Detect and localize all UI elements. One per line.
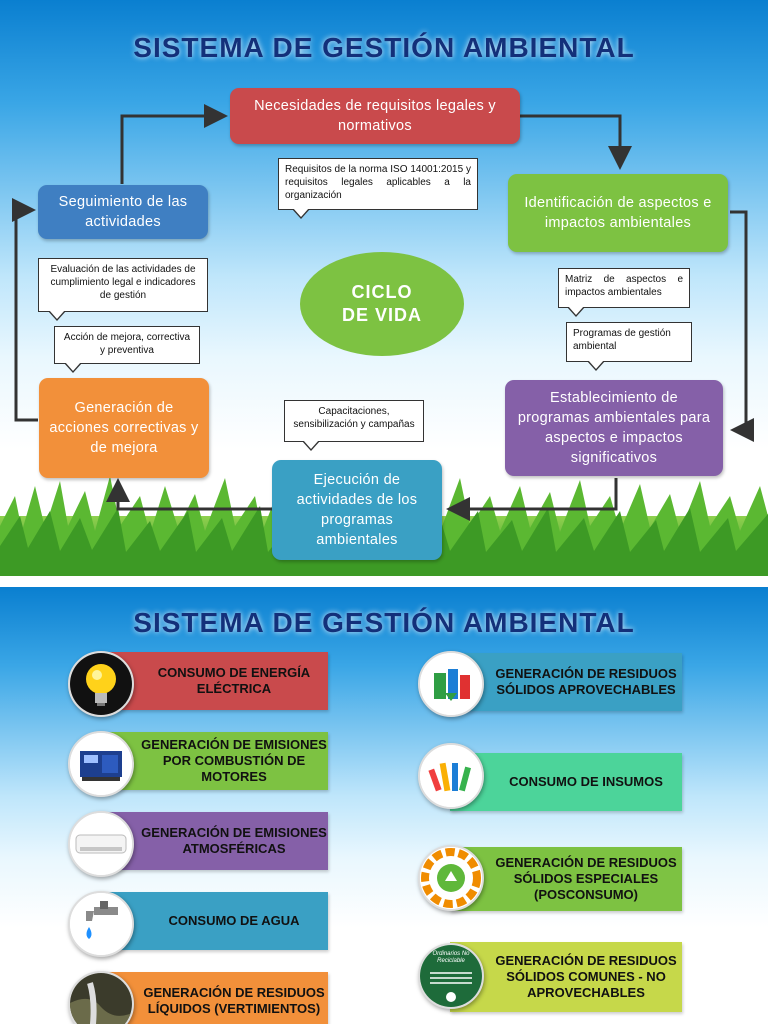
aspect-label: CONSUMO DE ENERGÍA ELÉCTRICA bbox=[157, 665, 311, 696]
aspect-bar bbox=[100, 892, 328, 950]
note-training: Capacitaciones, sensibilización y campañas bbox=[284, 400, 424, 442]
aspect-bar bbox=[100, 652, 328, 710]
note-tail bbox=[302, 441, 320, 451]
non-recyclable-icon bbox=[418, 943, 484, 1009]
aspect-label: CONSUMO DE INSUMOS bbox=[509, 774, 663, 789]
note-tail bbox=[587, 361, 605, 371]
aspect-label: GENERACIÓN DE RESIDUOS SÓLIDOS APROVECHABLES bbox=[495, 666, 677, 697]
life-cycle-center bbox=[300, 252, 464, 356]
box-corrective-actions: Generación de acciones correctivas y de mejora bbox=[39, 378, 209, 478]
note-tail bbox=[567, 307, 585, 317]
water-tap-icon bbox=[68, 891, 134, 957]
box-activity-monitoring: Seguimiento de las actividades bbox=[38, 185, 208, 239]
note-tail bbox=[48, 311, 66, 321]
aspect-bar bbox=[450, 847, 682, 911]
aspect-bar bbox=[450, 753, 682, 811]
aspect-label: GENERACIÓN DE EMISIONES ATMOSFÉRICAS bbox=[141, 825, 327, 856]
note-improvement-action: Acción de mejora, correctiva y preventiva bbox=[54, 326, 200, 364]
page-title-2: SISTEMA DE GESTIÓN AMBIENTAL bbox=[133, 607, 635, 638]
aspect-label: CONSUMO DE AGUA bbox=[168, 913, 300, 928]
note-management-programs: Programas de gestión ambiental bbox=[566, 322, 692, 362]
note-iso-requirements: Requisitos de la norma ISO 14001:2015 y requisitos legales aplicables a la organización bbox=[278, 158, 478, 210]
lightbulb-icon bbox=[68, 651, 134, 717]
air-conditioner-icon bbox=[68, 811, 134, 877]
aspect-label: GENERACIÓN DE RESIDUOS LÍQUIDOS (VERTIMIENTOS) bbox=[143, 985, 325, 1016]
box-aspects-identification: Identificación de aspectos e impactos ambientales bbox=[508, 174, 728, 252]
aspect-bar bbox=[100, 732, 328, 790]
aspect-label: GENERACIÓN DE RESIDUOS SÓLIDOS ESPECIALES (POSCONSUMO) bbox=[495, 855, 677, 902]
aspect-bar bbox=[450, 942, 682, 1012]
non-recyclable-badge-text: Ordinarios No Reciclable bbox=[432, 951, 470, 964]
generator-icon bbox=[68, 731, 134, 797]
life-cycle-label: CICLO DE VIDA bbox=[342, 282, 423, 325]
aspect-bar bbox=[450, 653, 682, 711]
page-title: SISTEMA DE GESTIÓN AMBIENTAL bbox=[133, 32, 635, 63]
office-supplies-icon bbox=[418, 743, 484, 809]
note-tail bbox=[64, 363, 82, 373]
box-legal-requirements: Necesidades de requisitos legales y normativos bbox=[230, 88, 520, 144]
box-programs-establishment: Establecimiento de programas ambientales para aspectos e impactos significativos bbox=[505, 380, 723, 476]
recycling-icon bbox=[418, 651, 484, 717]
aspect-label: GENERACIÓN DE EMISIONES POR COMBUSTIÓN DE MOTORES bbox=[141, 737, 327, 784]
slide-separator bbox=[0, 576, 768, 587]
slide-environmental-aspects bbox=[0, 587, 768, 1024]
aspect-bar bbox=[100, 972, 328, 1024]
note-tail bbox=[292, 209, 310, 219]
box-programs-execution: Ejecución de actividades de los programas ambientales bbox=[272, 460, 442, 560]
aspect-bar bbox=[100, 812, 328, 870]
note-evaluation: Evaluación de las actividades de cumplimiento legal e indicadores de gestión bbox=[38, 258, 208, 312]
post-consumer-icon bbox=[418, 845, 484, 911]
aspect-label: GENERACIÓN DE RESIDUOS SÓLIDOS COMUNES - NO APROVECHABLES bbox=[495, 953, 677, 1000]
note-aspects-matrix: Matriz de aspectos e impactos ambientales bbox=[558, 268, 690, 308]
